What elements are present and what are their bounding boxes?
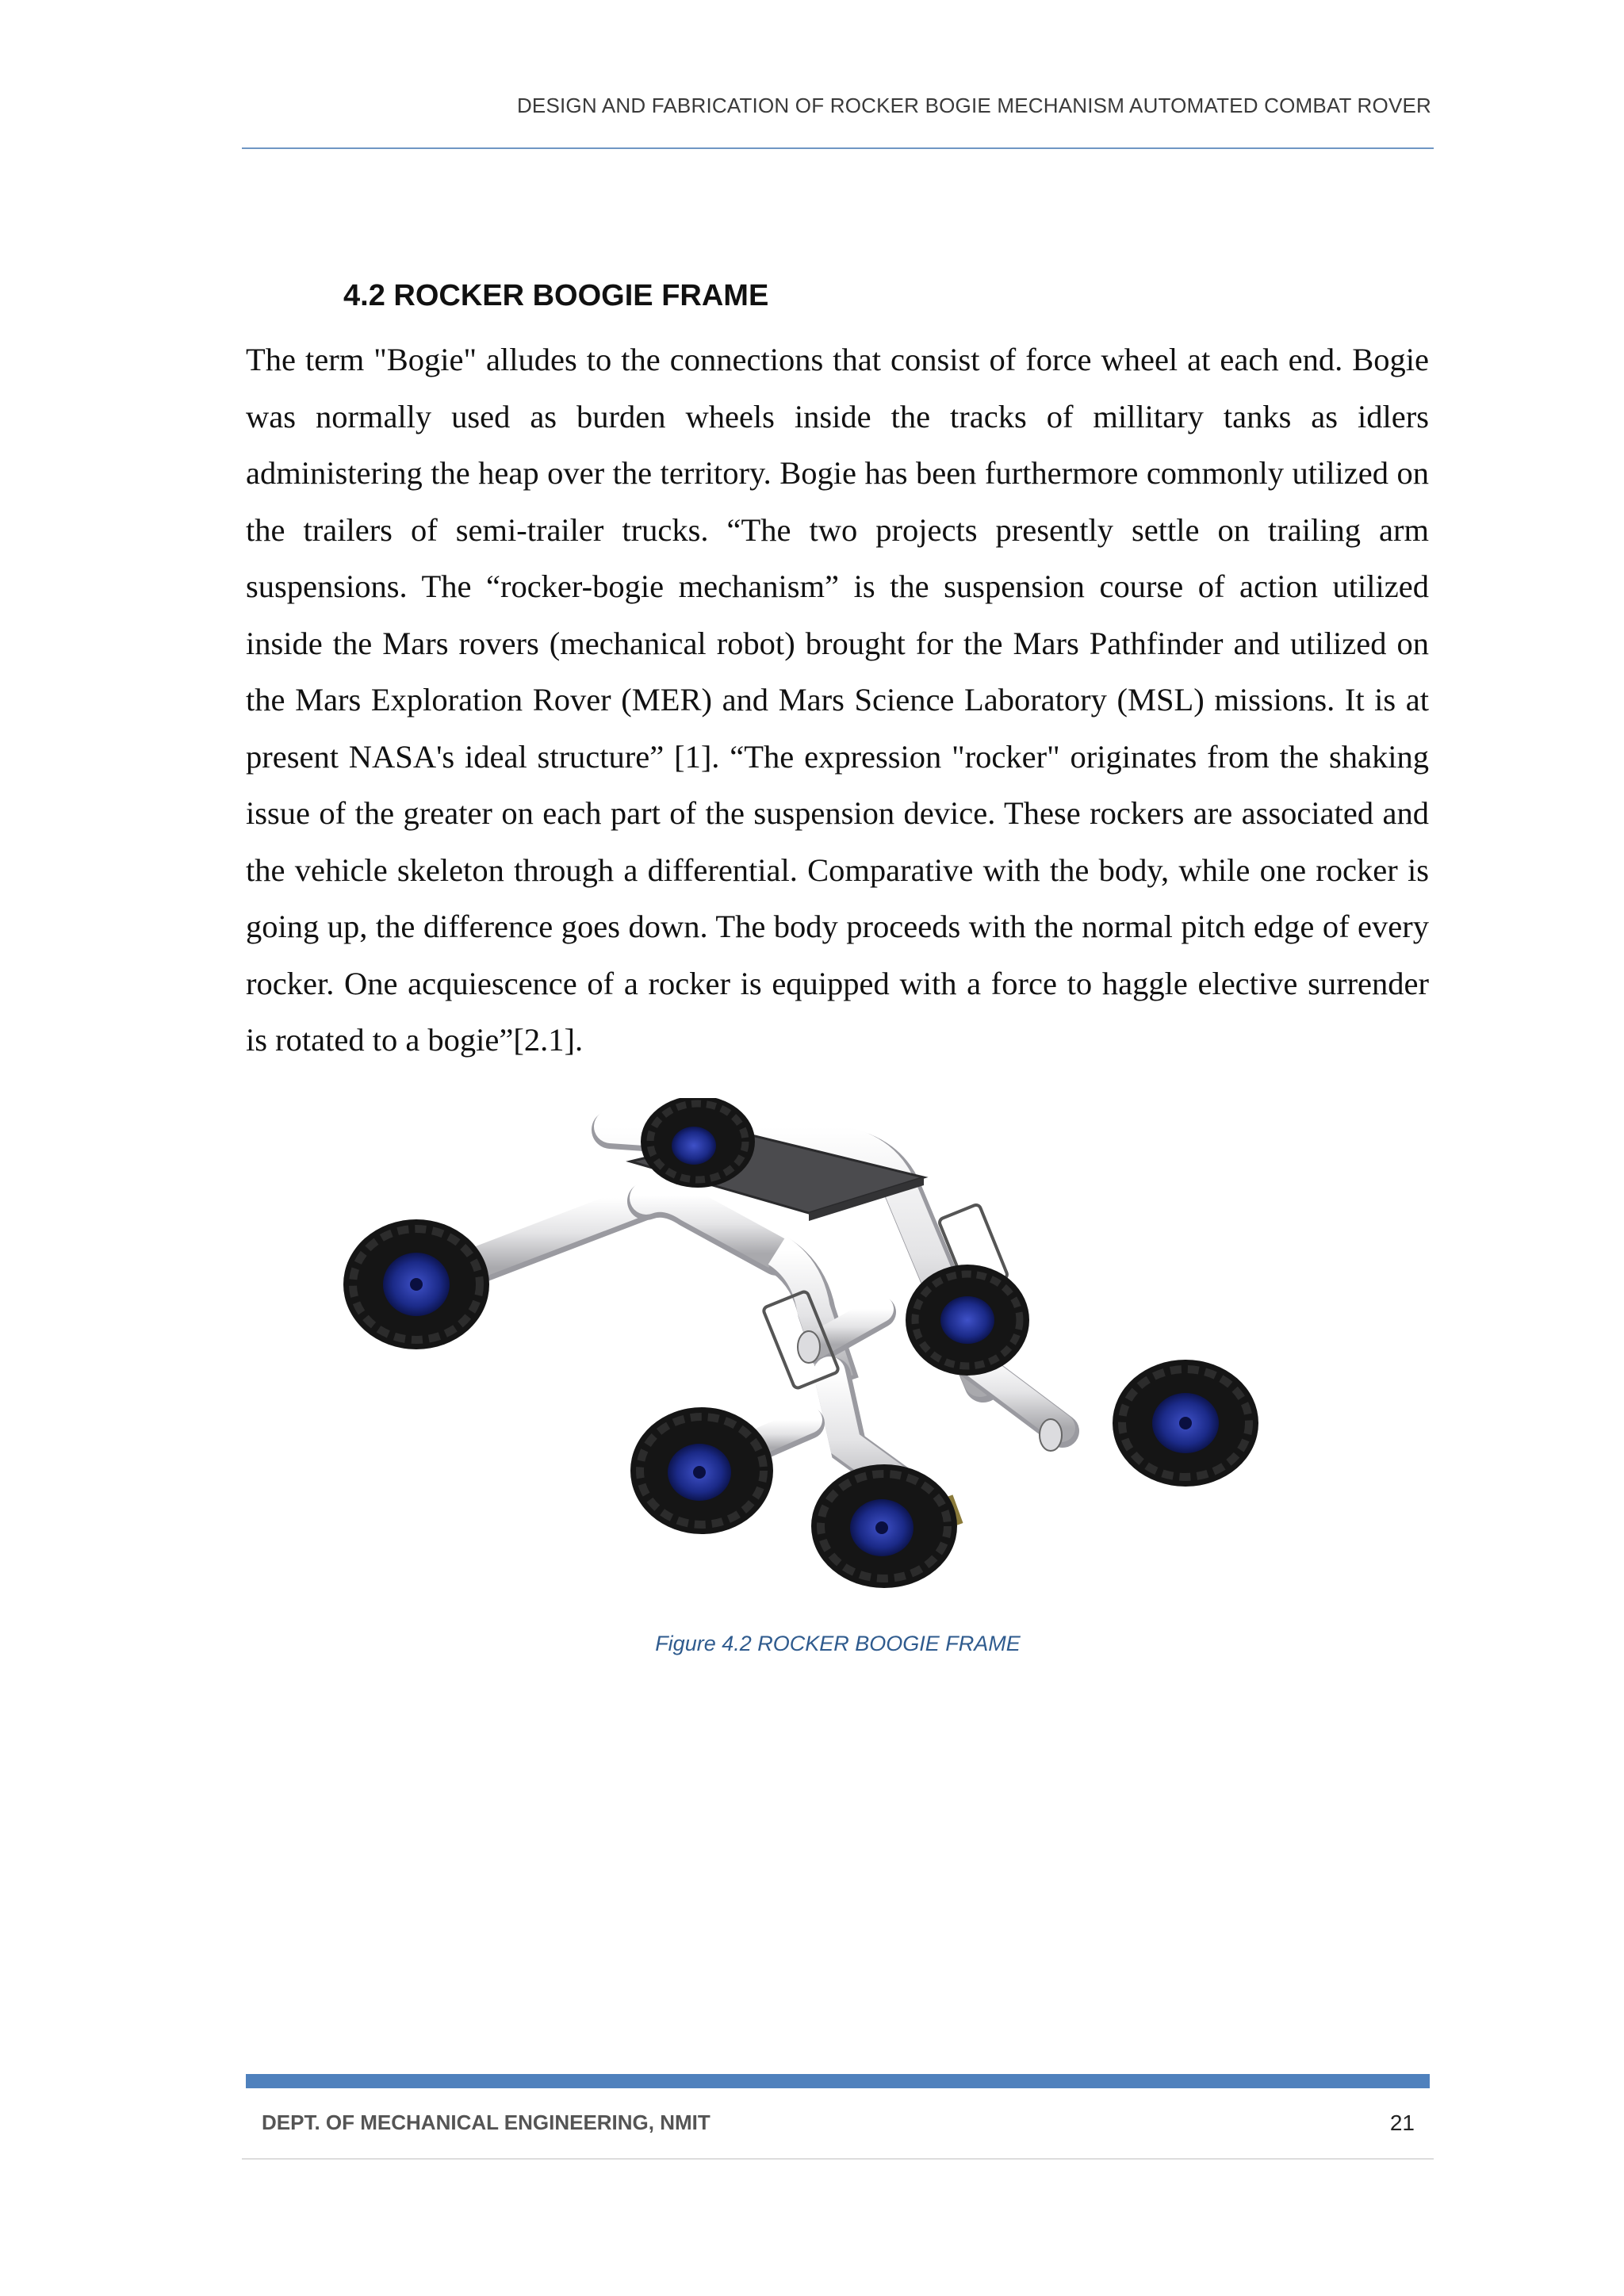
page-number: 21 [1389,2110,1415,2135]
wheel-middle-left [630,1407,773,1534]
section-heading: 4.2 ROCKER BOOGIE FRAME [343,279,769,312]
wheel-rear-right [641,1098,755,1188]
running-header: DESIGN AND FABRICATION OF ROCKER BOGIE MECHANISM AUTOMATED COMBAT ROVER [516,94,1431,117]
wheel-front-right [1113,1360,1258,1487]
body-paragraph: The term "Bogie" alludes to the connections that consist of force wheel at each end. Bogie was normally used as burden wheels inside the tracks of millitary tanks as idlers administering the heap over the territory. Bogie has been furthermore commonly utilized on the trailers of semi-trailer trucks. “The two projects presently settle on trailing arm suspensions. The “rocker-bogie mechanism” is the suspension course of action utilized inside the Mars rovers (mechanical robot) brought for the Mars Pathfinder and utilized on the Mars Exploration Rover (MER) and Mars Science Laboratory (MSL) missions. It is at present NASA's ideal structure” [1]. “The expression "rocker" originates from the shaking issue of the greater on each part of the suspension device. These rockers are associated and the vehicle skeleton through a differential. Comparative with the body, while one rocker is going up, the difference goes down. The body proceeds with the normal pitch edge of every rocker. One acquiescence of a rocker is equipped with a force to haggle elective surrender is rotated to a bogie”[2.1]. [246,342,1429,1058]
header-rule [242,147,1434,149]
wheel-middle-right [906,1265,1029,1376]
footer-bar [246,2074,1430,2088]
rocker-bogie-rendering [333,1098,1269,1590]
wheel-front-left [811,1464,957,1588]
figure-caption: Figure 4.2 ROCKER BOOGIE FRAME [655,1632,1021,1655]
footer-rule [242,2158,1434,2160]
wheel-rear-left [343,1219,489,1349]
rocker-bogie-figure [333,1098,1269,1590]
left-rocker-arm [464,1196,841,1383]
footer-department: DEPT. OF MECHANICAL ENGINEERING, NMIT [262,2110,710,2134]
